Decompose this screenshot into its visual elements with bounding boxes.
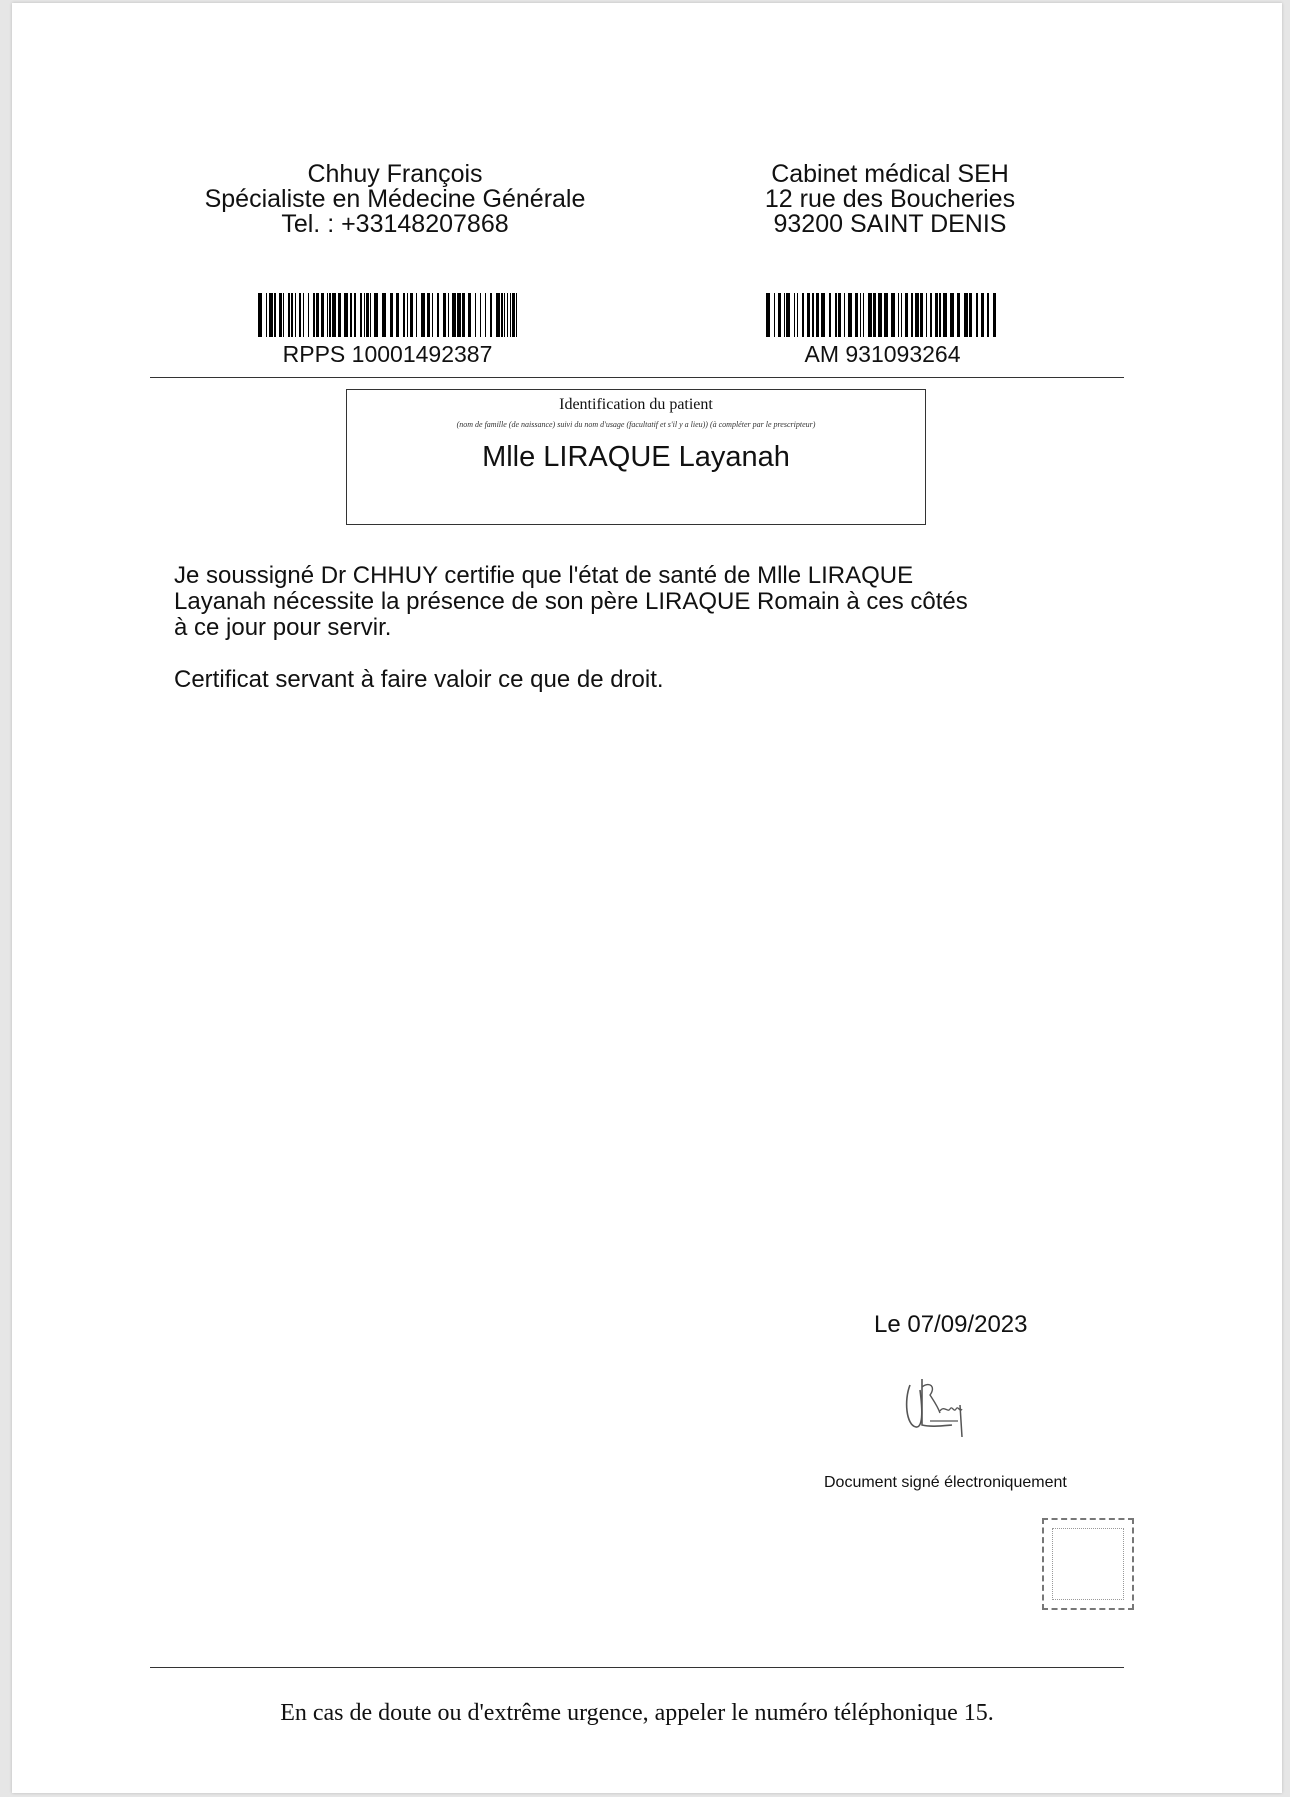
- signature-image: [900, 1365, 980, 1445]
- cabinet-info: [740, 162, 1040, 237]
- cabinet-street: 12 rue des Boucheries: [764, 185, 1016, 213]
- doctor-specialty: Spécialiste en Médecine Générale: [204, 185, 586, 213]
- doctor-name: Chhuy François: [307, 160, 483, 188]
- patient-name: Mlle LIRAQUE Layanah: [482, 441, 790, 473]
- qr-code-inner: [1052, 1528, 1124, 1600]
- rpps-label: RPPS 10001492387: [282, 341, 493, 367]
- doctor-phone: Tel. : +33148207868: [281, 210, 509, 238]
- certificate-closing: Certificat servant à faire valoir ce que de droit.: [174, 666, 664, 693]
- rpps-barcode: [258, 293, 520, 337]
- qr-code-placeholder: [1042, 1518, 1134, 1610]
- cabinet-city: 93200 SAINT DENIS: [773, 210, 1007, 238]
- patient-box-title: Identification du patient: [559, 396, 713, 413]
- header-divider: [150, 377, 1124, 378]
- doctor-info: [185, 162, 605, 237]
- am-barcode: [766, 293, 998, 337]
- signed-electronically-note: Document signé électroniquement: [824, 1474, 1067, 1491]
- certificate-date: Le 07/09/2023: [874, 1311, 1028, 1338]
- am-label: AM 931093264: [804, 341, 961, 367]
- patient-box-subtitle: (nom de famille (de naissance) suivi du nom d'usage (facultatif et s'il y a lieu)) (à compléter par le prescripteur): [456, 420, 816, 429]
- emergency-footer: En cas de doute ou d'extrême urgence, appeler le numéro téléphonique 15.: [280, 1700, 994, 1726]
- certificate-line-2: Layanah nécessite la présence de son père LIRAQUE Romain à ces côtés: [174, 588, 968, 615]
- certificate-line-1: Je soussigné Dr CHHUY certifie que l'état de santé de Mlle LIRAQUE: [174, 562, 914, 589]
- certificate-line-3: à ce jour pour servir.: [174, 614, 392, 641]
- patient-identification-box: [346, 389, 926, 525]
- footer-divider: [150, 1667, 1124, 1668]
- cabinet-name: Cabinet médical SEH: [771, 160, 1009, 188]
- certificate-body: [174, 563, 1074, 641]
